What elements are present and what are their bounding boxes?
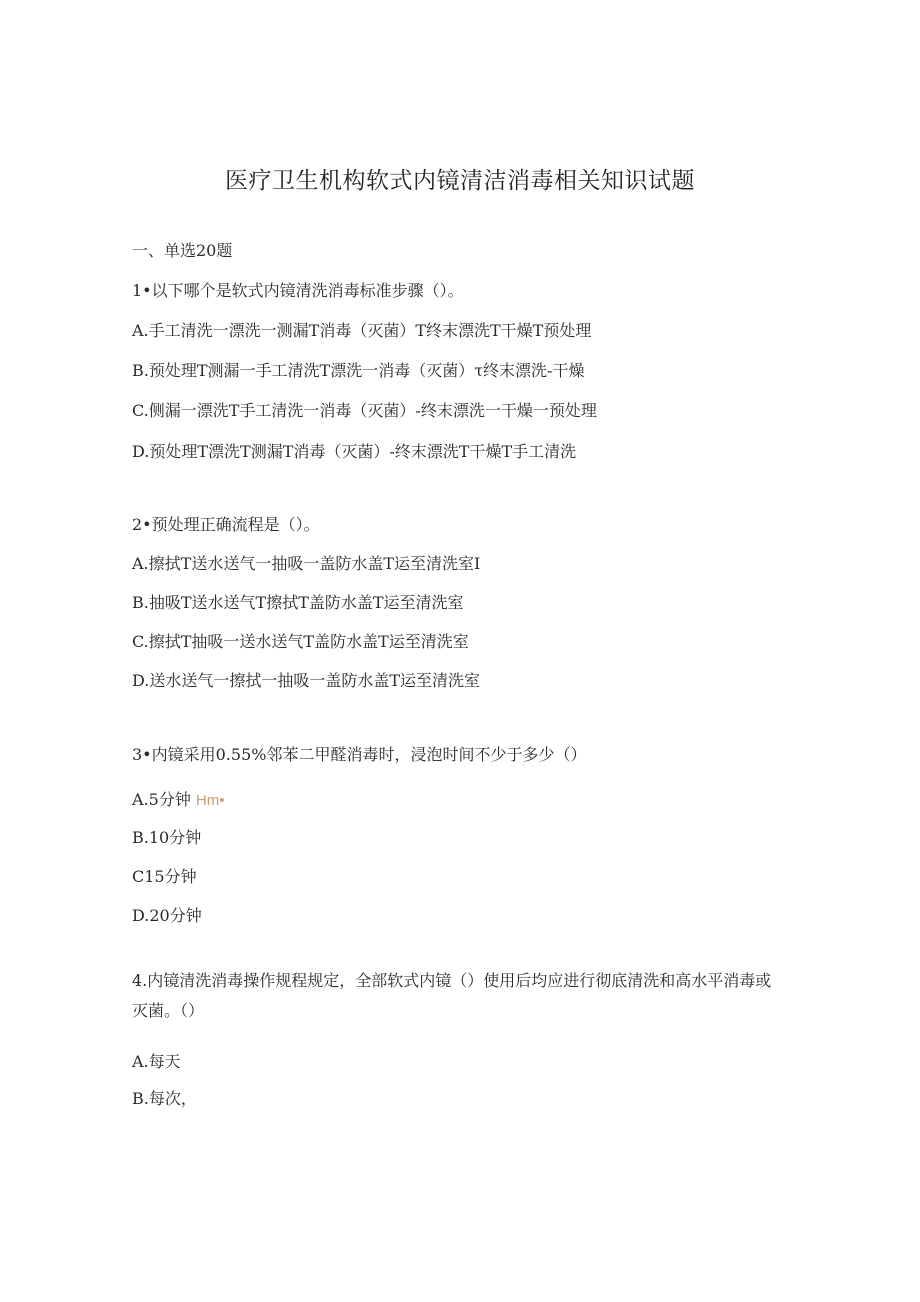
question-2-stem: 2•预处理正确流程是（）。 bbox=[132, 515, 320, 534]
question-1-option-d: D.预处理T漂洗T测漏T消毒（灭菌）-终末漂洗T干燥T手工清洗 bbox=[132, 442, 577, 461]
page-title: 医疗卫生机构软式内镜清洁消毒相关知识试题 bbox=[225, 168, 695, 194]
question-4-stem: 4.内镜清洗消毒操作规程规定，全部软式内镜（）使用后均应进行彻底清洗和高水平消毒或灭菌。（） bbox=[132, 971, 772, 1020]
question-4-option-a: A.每天 bbox=[132, 1052, 181, 1071]
question-2-option-a: A.擦拭T送水送气一抽吸一盖防水盖T运至清洗室I bbox=[132, 554, 481, 573]
question-4-option-b: B.每次， bbox=[132, 1089, 197, 1108]
question-2-option-d: D.送水送气一擦拭一抽吸一盖防水盖T运至清洗室 bbox=[132, 671, 481, 690]
question-3-option-a bbox=[132, 787, 225, 810]
question-3-stem: 3•内镜采用0.55%邻苯二甲醛消毒时，浸泡时间不少于多少（） bbox=[132, 745, 587, 764]
handwritten-annotation: Hm• bbox=[195, 792, 225, 809]
question-3-option-c: C15分钟 bbox=[132, 867, 197, 886]
question-3-option-b: B.10分钟 bbox=[132, 828, 202, 847]
question-1-option-a: A.手工清洗一漂洗一测漏T消毒（灭菌）T终末漂洗T干燥T预处理 bbox=[132, 321, 592, 340]
question-3-option-a-text: A.5分钟 bbox=[132, 790, 191, 809]
section-heading: 一、单选20题 bbox=[132, 241, 233, 260]
question-1-stem: 1•以下哪个是软式内镜清洗消毒标准步骤（）。 bbox=[132, 281, 464, 300]
question-1-option-c: C.侧漏一漂洗T手工清洗一消毒（灭菌）-终末漂洗一干燥一预处理 bbox=[132, 401, 597, 420]
question-2-option-b: B.抽吸T送水送气T擦拭T盖防水盖T运至清洗室 bbox=[132, 593, 464, 612]
question-3-option-d: D.20分钟 bbox=[132, 906, 202, 925]
question-1-option-b: B.预处理T测漏一手工清洗T漂洗一消毒（灭菌）τ终末漂洗-干燥 bbox=[132, 361, 585, 380]
question-2-option-c: C.擦拭T抽吸一送水送气T盖防水盖T运至清洗室 bbox=[132, 632, 469, 651]
